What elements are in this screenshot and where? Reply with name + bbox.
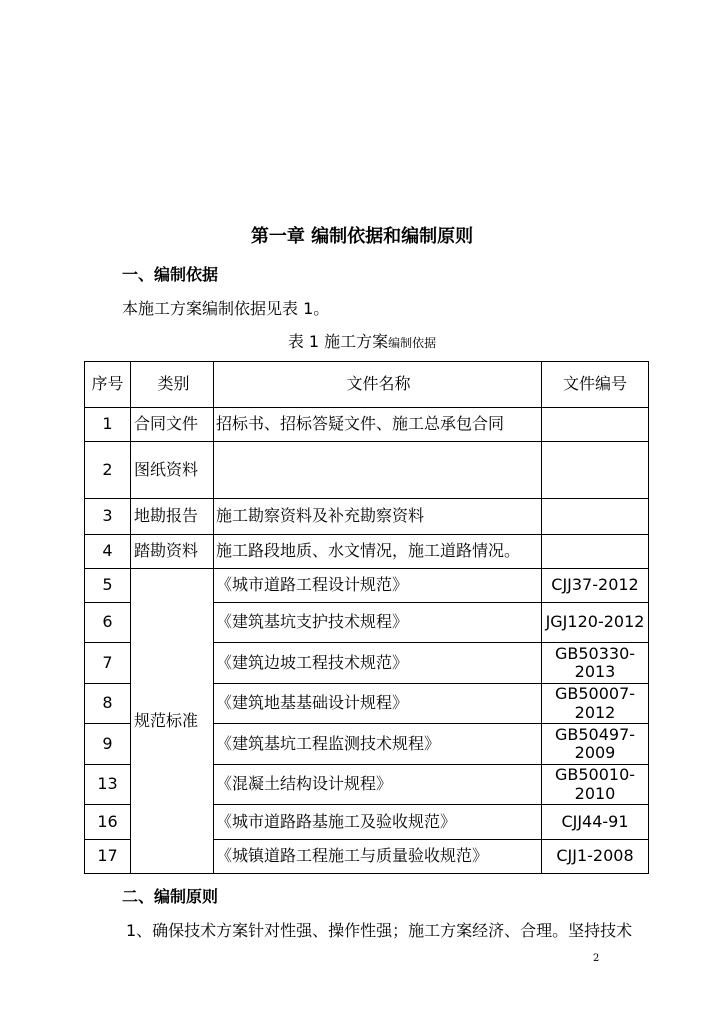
- row-name: 施工路段地质、水文情况，施工道路情况。: [214, 535, 542, 569]
- row-code: CJJ44-91: [542, 805, 649, 840]
- row-code: JGJ120-2012: [542, 603, 649, 643]
- header-no: 序号: [85, 362, 131, 408]
- row-name: 《建筑地基基础设计规程》: [214, 684, 542, 724]
- table-row: [85, 408, 649, 442]
- row-name: 《建筑基坑工程监测技术规程》: [214, 724, 542, 765]
- row-name: 《城市道路路基施工及验收规范》: [214, 805, 542, 840]
- row-code: [542, 442, 649, 499]
- intro-paragraph: 本施工方案编制依据见表 1。: [122, 299, 330, 318]
- table-row: [85, 569, 649, 603]
- row-no: 7: [85, 643, 131, 684]
- row-name: 《城镇道路工程施工与质量验收规范》: [214, 840, 542, 874]
- row-code: GB50330-2013: [542, 643, 649, 684]
- row-no: 17: [85, 840, 131, 874]
- row-code: CJJ1-2008: [542, 840, 649, 874]
- row-no: 4: [85, 535, 131, 569]
- section-heading-basis: 一、编制依据: [122, 265, 219, 284]
- row-code: GB50010-2010: [542, 765, 649, 805]
- table-row: [85, 499, 649, 535]
- row-code: [542, 535, 649, 569]
- table-row: [85, 442, 649, 499]
- row-name: 《建筑基坑支护技术规程》: [214, 603, 542, 643]
- row-code: CJJ37-2012: [542, 569, 649, 603]
- row-name: [214, 442, 542, 499]
- row-no: 6: [85, 603, 131, 643]
- chapter-title: 第一章 编制依据和编制原则: [250, 226, 474, 247]
- row-category: 图纸资料: [131, 442, 214, 499]
- row-code: [542, 499, 649, 535]
- section-heading-principles: 二、编制原则: [122, 887, 219, 906]
- page-number: 2: [593, 953, 600, 964]
- principles-paragraph: 1、确保技术方案针对性强、操作性强；施工方案经济、合理。坚持技术: [126, 921, 633, 940]
- row-category: 规范标准: [131, 569, 214, 874]
- row-code: GB50007-2012: [542, 684, 649, 724]
- table-caption-main: 表 1 施工方案: [287, 332, 389, 351]
- row-no: 16: [85, 805, 131, 840]
- row-name: 施工勘察资料及补充勘察资料: [214, 499, 542, 535]
- basis-table: [84, 361, 649, 874]
- header-name: 文件名称: [214, 362, 542, 408]
- table-header-row: [85, 362, 649, 408]
- row-name: 《混凝土结构设计规程》: [214, 765, 542, 805]
- row-name: 招标书、招标答疑文件、施工总承包合同: [214, 408, 542, 442]
- row-code: GB50497-2009: [542, 724, 649, 765]
- table-caption: [0, 329, 724, 352]
- row-no: 1: [85, 408, 131, 442]
- row-no: 2: [85, 442, 131, 499]
- row-category: 合同文件: [131, 408, 214, 442]
- header-code: 文件编号: [542, 362, 649, 408]
- row-name: 《建筑边坡工程技术规范》: [214, 643, 542, 684]
- row-no: 3: [85, 499, 131, 535]
- row-category: 踏勘资料: [131, 535, 214, 569]
- row-no: 8: [85, 684, 131, 724]
- row-category: 地勘报告: [131, 499, 214, 535]
- table-row: [85, 535, 649, 569]
- row-no: 9: [85, 724, 131, 765]
- header-category: 类别: [131, 362, 214, 408]
- table-caption-small: 编制依据: [388, 336, 437, 350]
- row-code: [542, 408, 649, 442]
- row-no: 5: [85, 569, 131, 603]
- row-name: 《城市道路工程设计规范》: [214, 569, 542, 603]
- row-no: 13: [85, 765, 131, 805]
